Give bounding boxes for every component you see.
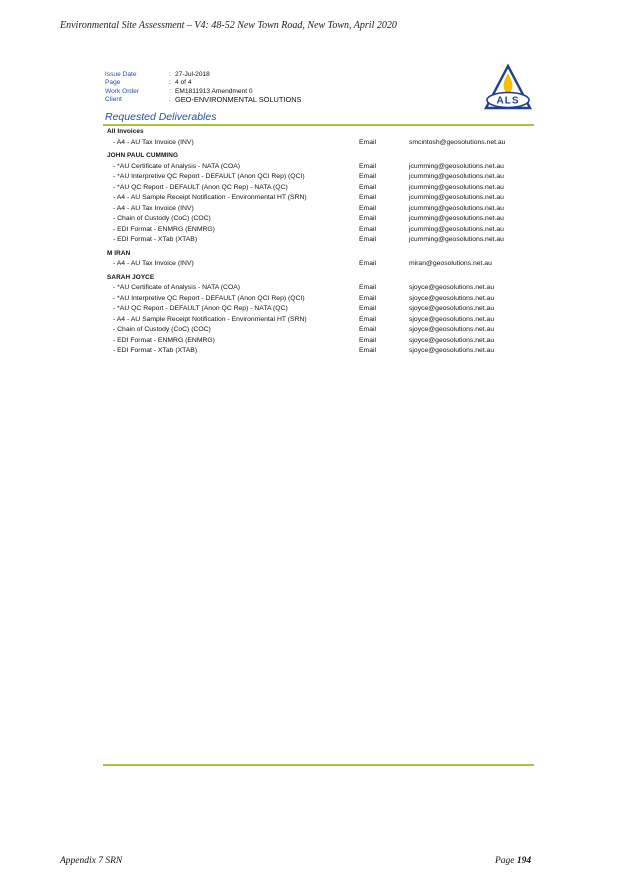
meta-value: GEO-ENVIRONMENTAL SOLUTIONS: [175, 95, 302, 105]
recipient-email: jcumming@geosolutions.net.au: [409, 183, 504, 191]
logo-flame: [504, 73, 513, 94]
delivery-method: Email: [359, 183, 376, 191]
top-rule: [103, 124, 534, 126]
recipient-email: sjoyce@geosolutions.net.au: [409, 326, 495, 333]
delivery-method: Email: [359, 173, 376, 180]
delivery-method: Email: [359, 215, 376, 222]
deliverable-name: - A4 - AU Sample Receipt Notification - Environmental HT (SRN): [113, 315, 307, 323]
recipient-name: M IRAN: [107, 249, 131, 257]
delivery-method: Email: [359, 225, 376, 233]
recipient-email: jcumming@geosolutions.net.au: [409, 215, 504, 222]
deliverable-row: [107, 235, 527, 246]
deliverable-name: - EDI Format - ENMRG (ENMRG): [113, 336, 215, 344]
deliverable-row: [107, 162, 527, 173]
meta-label: Client: [105, 96, 122, 104]
deliverable-name: - A4 - AU Tax Invoice (INV): [113, 260, 194, 267]
deliverable-row: [107, 183, 527, 194]
deliverable-name: - EDI Format - XTab (XTAB): [113, 236, 198, 243]
recipient-email: sjoyce@geosolutions.net.au: [409, 294, 495, 302]
delivery-method: Email: [359, 236, 376, 243]
deliverable-row: [107, 325, 527, 336]
footer-page-number: 194: [516, 856, 532, 866]
meta-separator: :: [169, 71, 171, 78]
delivery-method: Email: [359, 326, 376, 333]
recipient-email: sjoyce@geosolutions.net.au: [409, 336, 495, 344]
deliverable-row: [107, 336, 527, 347]
delivery-method: Email: [359, 162, 376, 170]
delivery-method: Email: [359, 194, 376, 201]
recipient-group: [107, 151, 527, 246]
recipient-email: jcumming@geosolutions.net.au: [409, 204, 504, 212]
deliverable-name: - EDI Format - ENMRG (ENMRG): [113, 225, 215, 233]
meta-value: 4 of 4: [175, 79, 192, 87]
deliverable-name: - EDI Format - XTab (XTAB): [113, 347, 198, 354]
recipient-email: sjoyce@geosolutions.net.au: [409, 284, 495, 291]
deliverable-name: - Chain of Custody (CoC) (COC): [113, 326, 211, 333]
recipient-email: jcumming@geosolutions.net.au: [409, 236, 504, 243]
deliverable-name: - A4 - AU Sample Receipt Notification - Environmental HT (SRN): [113, 194, 307, 201]
meta-label: Issue Date: [105, 71, 137, 78]
deliverable-name: - Chain of Custody (CoC) (COC): [113, 215, 211, 222]
deliverable-name: - *AU QC Report - DEFAULT (Anon QC Rep) - NATA (QC): [113, 305, 288, 312]
meta-separator: :: [169, 87, 171, 95]
deliverable-row: [107, 172, 527, 183]
deliverable-name: - A4 - AU Tax Invoice (INV): [113, 204, 194, 212]
deliverable-row: [107, 283, 527, 294]
deliverable-row: [107, 193, 527, 204]
footer-page-label: Page: [495, 856, 515, 866]
running-header: Environmental Site Assessment – V4: 48-52 New Town Road, New Town, April 2020: [60, 20, 397, 31]
delivery-method: Email: [359, 260, 376, 267]
meta-value: 27-Jul-2018: [175, 71, 210, 78]
deliverable-row: [107, 346, 527, 357]
delivery-method: Email: [359, 347, 376, 354]
delivery-method: Email: [359, 315, 376, 323]
deliverable-name: - *AU Interpretive QC Report - DEFAULT (Anon QCI Rep) (QCI): [113, 294, 305, 302]
deliverable-row: [107, 315, 527, 326]
recipient-email: miran@geosolutions.net.au: [409, 260, 492, 267]
footer-left: Appendix 7 SRN: [60, 856, 123, 866]
recipient-email: sjoyce@geosolutions.net.au: [409, 315, 495, 323]
delivery-method: Email: [359, 284, 376, 291]
meta-client: [105, 96, 301, 104]
section-title: Requested Deliverables: [105, 111, 217, 123]
recipient-email: jcumming@geosolutions.net.au: [409, 225, 504, 233]
deliverable-row: [107, 214, 527, 225]
als-logo: [483, 64, 533, 110]
logo-text: ALS: [496, 95, 520, 107]
recipient-email: smcintosh@geosolutions.net.au: [409, 138, 506, 146]
recipient-group: [107, 127, 527, 148]
deliverables-list: [107, 127, 527, 357]
recipient-email: jcumming@geosolutions.net.au: [409, 194, 504, 201]
delivery-method: Email: [359, 138, 376, 146]
bottom-rule: [103, 764, 534, 766]
deliverable-row: [107, 304, 527, 315]
deliverable-row: [107, 259, 527, 270]
deliverable-row: [107, 225, 527, 236]
deliverable-row: [107, 294, 527, 305]
deliverable-name: - *AU Certificate of Analysis - NATA (COA): [113, 284, 241, 291]
recipient-email: jcumming@geosolutions.net.au: [409, 173, 504, 180]
footer-page: [495, 856, 531, 866]
delivery-method: Email: [359, 204, 376, 212]
meta-value: EM1811913 Amendment 0: [175, 87, 253, 95]
deliverable-row: [107, 138, 527, 149]
recipient-email: sjoyce@geosolutions.net.au: [409, 347, 495, 354]
recipient-group: [107, 249, 527, 270]
deliverable-name: - *AU Interpretive QC Report - DEFAULT (Anon QCI Rep) (QCI): [113, 173, 305, 180]
meta-separator: :: [169, 96, 171, 104]
meta-separator: :: [169, 79, 171, 87]
deliverable-name: - *AU QC Report - DEFAULT (Anon QC Rep) - NATA (QC): [113, 183, 288, 191]
meta-issue-date: [105, 71, 301, 79]
meta-page: [105, 79, 301, 87]
recipient-name: All Invoices: [107, 128, 144, 135]
delivery-method: Email: [359, 294, 376, 302]
meta-label: Page: [105, 79, 121, 87]
recipient-group: [107, 273, 527, 357]
deliverable-row: [107, 204, 527, 215]
recipient-email: sjoyce@geosolutions.net.au: [409, 305, 495, 312]
report-meta: [105, 71, 301, 105]
meta-label: Work Order: [105, 87, 139, 95]
recipient-name: SARAH JOYCE: [107, 273, 155, 281]
delivery-method: Email: [359, 305, 376, 312]
deliverable-name: - A4 - AU Tax Invoice (INV): [113, 138, 194, 146]
recipient-email: jcumming@geosolutions.net.au: [409, 162, 504, 170]
delivery-method: Email: [359, 336, 376, 344]
recipient-name: JOHN PAUL CUMMING: [107, 152, 179, 159]
deliverable-name: - *AU Certificate of Analysis - NATA (COA): [113, 162, 241, 170]
